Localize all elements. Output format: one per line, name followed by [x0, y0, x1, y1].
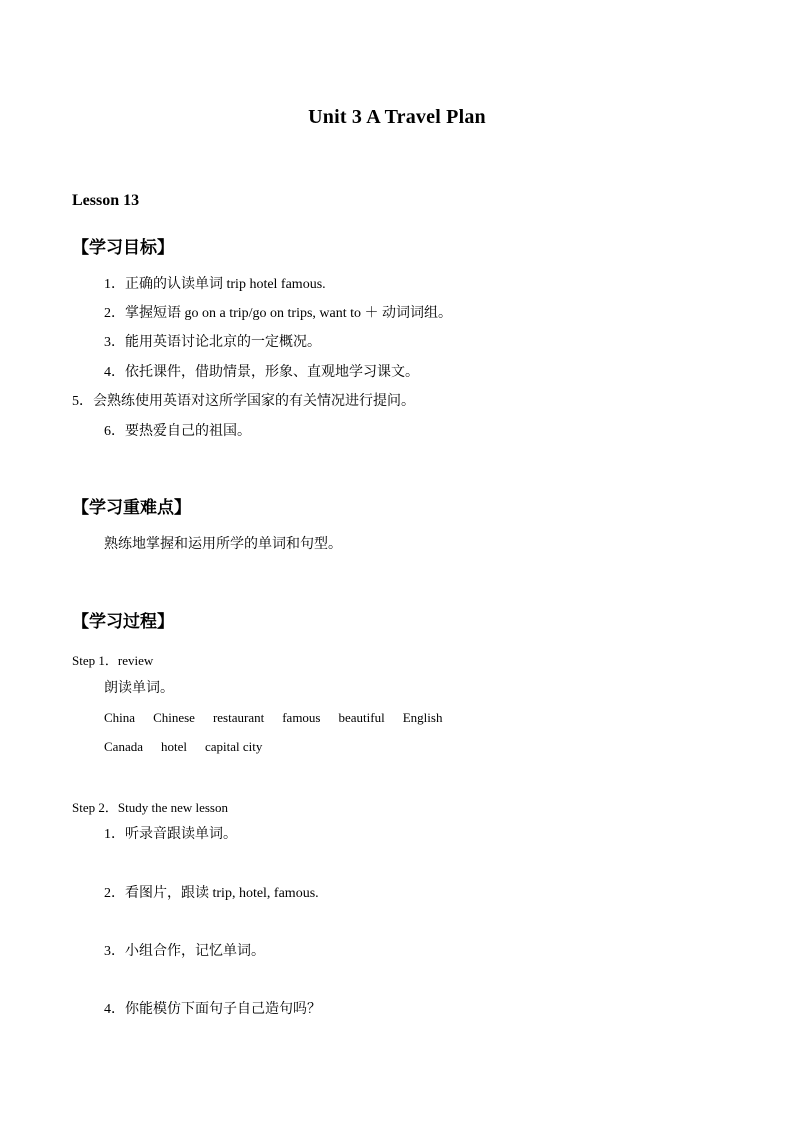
goals-heading: 【学习目标】 — [72, 238, 174, 257]
lesson-label: Lesson 13 — [72, 192, 140, 209]
step2-item: 4．你能模仿下面句子自己造句吗？ — [104, 1002, 321, 1017]
process-heading: 【学习过程】 — [72, 612, 174, 631]
step2-label: Step 2．Study the new lesson — [72, 800, 228, 815]
key-points-heading: 【学习重难点】 — [72, 498, 191, 517]
step2-item: 2．看图片，跟读 trip, hotel, famous. — [104, 886, 319, 901]
goal-item: 4．依托课件，借助情景，形象、直观地学习课文。 — [104, 365, 419, 380]
word: restaurant — [212, 710, 265, 725]
word: Canada — [104, 739, 143, 754]
word: beautiful — [338, 710, 385, 725]
goal-item: 5．会熟练使用英语对这所学国家的有关情况进行提问。 — [72, 394, 415, 409]
word: China — [104, 710, 136, 725]
step1-instruction: 朗读单词。 — [104, 681, 174, 696]
word: hotel — [160, 739, 187, 754]
key-points-text: 熟练地掌握和运用所学的单词和句型。 — [104, 537, 342, 552]
step2-item: 1．听录音跟读单词。 — [104, 827, 237, 842]
word: English — [402, 710, 443, 725]
word: capital city — [204, 739, 263, 754]
word-row-2 — [104, 739, 262, 755]
step2-item: 3．小组合作，记忆单词。 — [104, 944, 265, 959]
word: famous — [282, 710, 321, 725]
goal-item: 6．要热爱自己的祖国。 — [104, 424, 251, 439]
goal-item: 3．能用英语讨论北京的一定概况。 — [104, 335, 321, 350]
step1-label: Step 1．review — [72, 653, 154, 668]
word-row-1 — [104, 710, 442, 726]
document-title: Unit 3 A Travel Plan — [308, 106, 486, 128]
goal-item: 2．掌握短语 go on a trip/go on trips, want to ＋ 动词词组。 — [104, 306, 453, 321]
word: Chinese — [153, 710, 195, 725]
goal-item: 1．正确的认读单词 trip hotel famous. — [104, 277, 326, 292]
